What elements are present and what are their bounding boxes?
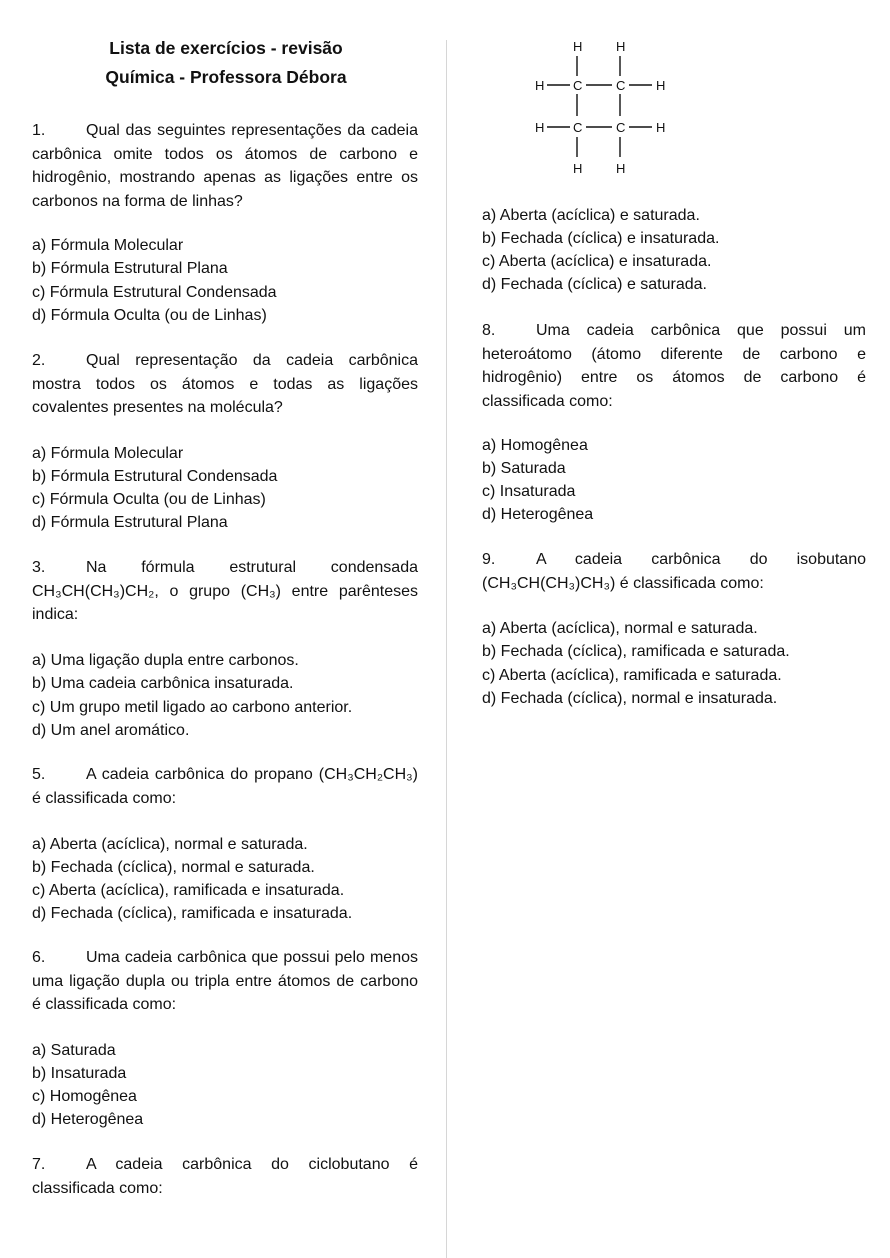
option-2b: b) Fórmula Estrutural Condensada	[32, 468, 278, 485]
worksheet-title: Lista de exercícios - revisão	[109, 38, 343, 58]
option-1d: d) Fórmula Oculta (ou de Linhas)	[32, 307, 267, 324]
question-text: A cadeia carbônica do propano (CH₃CH₂CH₃) é classificada como:	[32, 766, 418, 807]
option-2d: d) Fórmula Estrutural Plana	[32, 514, 228, 531]
column-divider	[446, 40, 447, 1258]
option-6c: c) Homogênea	[32, 1088, 137, 1105]
option-7a: a) Aberta (acíclica) e saturada.	[482, 207, 700, 224]
cyclobutane-structure-diagram	[530, 34, 680, 179]
question-text: Uma cadeia carbônica que possui pelo menos uma ligação dupla ou tripla entre átomos de carbono é classificada como:	[32, 949, 418, 1013]
option-7b: b) Fechada (cíclica) e insaturada.	[482, 230, 720, 247]
question-2	[32, 349, 418, 420]
option-9d: d) Fechada (cíclica), normal e insaturada.	[482, 690, 778, 707]
question-8	[482, 319, 866, 413]
question-number: 5.	[32, 766, 46, 783]
question-text: Qual representação da cadeia carbônica mostra todos os átomos e todas as ligações covalentes presentes na molécula?	[32, 352, 418, 416]
question-text: Uma cadeia carbônica que possui um heteroátomo (átomo diferente de carbono e hidrogênio) entre os átomos de carbono é classificada como:	[482, 322, 866, 410]
option-9c: c) Aberta (acíclica), ramificada e saturada.	[482, 667, 782, 684]
option-6b: b) Insaturada	[32, 1065, 127, 1082]
option-3b: b) Uma cadeia carbônica insaturada.	[32, 675, 294, 692]
question-number: 9.	[482, 551, 496, 568]
option-2c: c) Fórmula Oculta (ou de Linhas)	[32, 491, 266, 508]
question-6	[32, 946, 418, 1017]
option-3a: a) Uma ligação dupla entre carbonos.	[32, 652, 299, 669]
option-6d: d) Heterogênea	[32, 1111, 144, 1128]
option-7d: d) Fechada (cíclica) e saturada.	[482, 276, 707, 293]
option-1b: b) Fórmula Estrutural Plana	[32, 260, 228, 277]
option-6a: a) Saturada	[32, 1042, 116, 1059]
question-1	[32, 119, 418, 213]
question-number: 3.	[32, 559, 46, 576]
option-8b: b) Saturada	[482, 460, 566, 477]
question-3	[32, 556, 418, 627]
atom-h: H	[535, 78, 545, 93]
option-8d: d) Heterogênea	[482, 506, 594, 523]
question-number: 7.	[32, 1156, 46, 1173]
atom-c: C	[573, 120, 583, 135]
option-7c: c) Aberta (acíclica) e insaturada.	[482, 253, 712, 270]
atom-c: C	[616, 78, 626, 93]
question-text: A cadeia carbônica do isobutano (CH₃CH(CH₃)CH₃) é classificada como:	[482, 551, 866, 592]
option-9b: b) Fechada (cíclica), ramificada e saturada.	[482, 643, 790, 660]
question-number: 1.	[32, 122, 46, 139]
option-5b: b) Fechada (cíclica), normal e saturada.	[32, 859, 315, 876]
atom-c: C	[616, 120, 626, 135]
option-1c: c) Fórmula Estrutural Condensada	[32, 284, 277, 301]
option-5a: a) Aberta (acíclica), normal e saturada.	[32, 836, 308, 853]
atom-h: H	[573, 39, 583, 54]
option-5d: d) Fechada (cíclica), ramificada e insaturada.	[32, 905, 353, 922]
question-text: Qual das seguintes representações da cadeia carbônica omite todos os átomos de carbono e hidrogênio, mostrando apenas as ligações entre os carbonos na forma de linhas?	[32, 122, 418, 210]
option-9a: a) Aberta (acíclica), normal e saturada.	[482, 620, 758, 637]
worksheet-subtitle: Química - Professora Débora	[105, 67, 347, 87]
option-3c: c) Um grupo metil ligado ao carbono anterior.	[32, 699, 353, 716]
question-number: 8.	[482, 322, 496, 339]
question-number: 2.	[32, 352, 46, 369]
atom-h: H	[656, 120, 666, 135]
option-5c: c) Aberta (acíclica), ramificada e insaturada.	[32, 882, 345, 899]
question-text: A cadeia carbônica do ciclobutano é classificada como:	[32, 1156, 418, 1197]
option-2a: a) Fórmula Molecular	[32, 445, 184, 462]
option-3d: d) Um anel aromático.	[32, 722, 190, 739]
question-9	[482, 548, 866, 595]
atom-c: C	[573, 78, 583, 93]
question-7	[32, 1153, 418, 1200]
atom-h: H	[616, 39, 626, 54]
question-5	[32, 763, 418, 810]
atom-h: H	[573, 161, 583, 176]
option-8c: c) Insaturada	[482, 483, 576, 500]
atom-h: H	[656, 78, 666, 93]
atom-h: H	[616, 161, 626, 176]
atom-h: H	[535, 120, 545, 135]
question-text: Na fórmula estrutural condensada CH₃CH(CH₃)CH₂, o grupo (CH₃) entre parênteses indica:	[32, 559, 418, 623]
option-8a: a) Homogênea	[482, 437, 588, 454]
question-number: 6.	[32, 949, 46, 966]
option-1a: a) Fórmula Molecular	[32, 237, 184, 254]
